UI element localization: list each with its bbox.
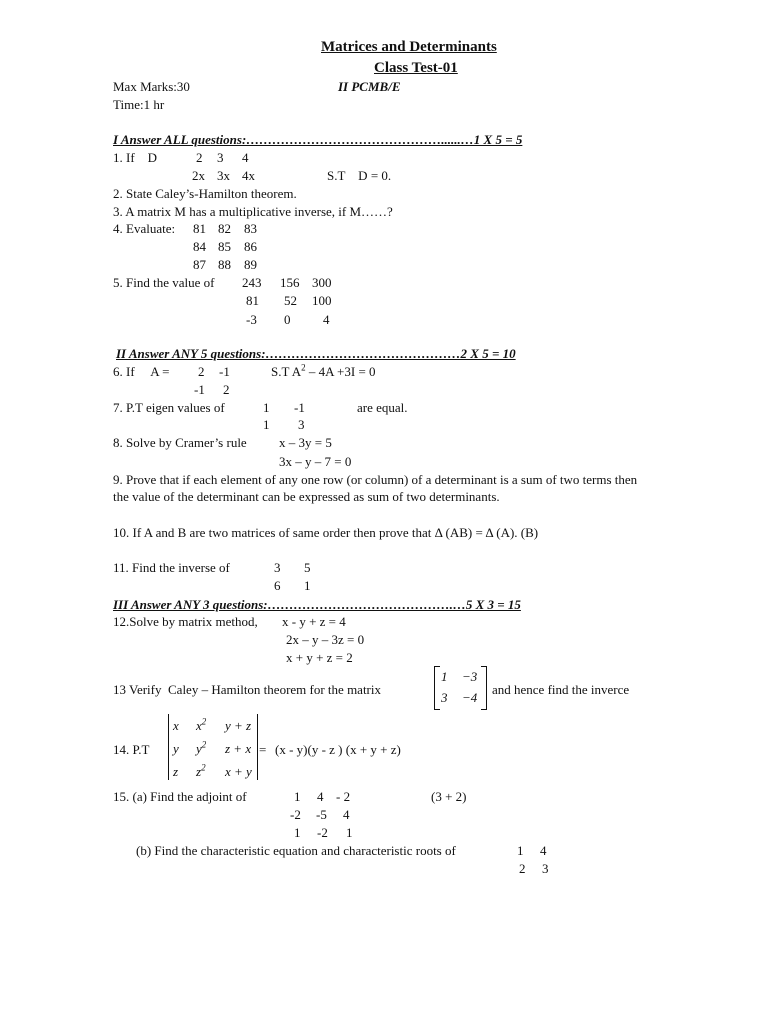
- q15-marks: (3 + 2): [431, 789, 467, 804]
- q4-cell: 87: [193, 257, 206, 272]
- q14-base: z: [196, 764, 202, 779]
- q3-text: 3. A matrix M has a multiplicative inverse, if M……?: [113, 204, 393, 219]
- q12-eq1: x - y + z = 4: [282, 614, 346, 629]
- q15a-cell: 1: [294, 825, 301, 840]
- q13-cell: 1: [441, 669, 448, 684]
- q4-prefix: 4. Evaluate:: [113, 221, 176, 236]
- class-code: II PCMB/E: [338, 79, 401, 94]
- q6-cell: 2: [198, 364, 205, 379]
- q15b-cell: 1: [517, 843, 524, 858]
- section-1-heading: I Answer ALL questions:………………………………………......…1 X 5 = 5: [113, 132, 523, 147]
- q4-cell: 88: [218, 257, 231, 272]
- q1-cell: 4x: [242, 168, 255, 183]
- q9-line2: the value of the determinant can be expressed as sum of two determinants.: [113, 489, 500, 504]
- q14-cell: [196, 741, 206, 757]
- q1-cell: 2x: [192, 168, 205, 183]
- q14-prefix: 14. P.T: [113, 742, 150, 757]
- q7-cell: -1: [294, 400, 305, 415]
- q13-cell: 3: [441, 690, 448, 705]
- q4-cell: 84: [193, 239, 206, 254]
- q7-suffix: are equal.: [357, 400, 408, 415]
- q2-text: 2. State Caley’s-Hamilton theorem.: [113, 186, 297, 201]
- q15a-cell: 4: [317, 789, 324, 804]
- q5-cell: 81: [246, 293, 259, 308]
- q8-eq2: 3x – y – 7 = 0: [279, 454, 352, 469]
- q11-prefix: 11. Find the inverse of: [113, 560, 230, 575]
- q7-prefix: 7. P.T eigen values of: [113, 400, 225, 415]
- q6-cell: -1: [219, 364, 230, 379]
- q14-rhs: (x - y)(y - z ) (x + y + z): [275, 742, 401, 757]
- q12-prefix: 12.Solve by matrix method,: [113, 614, 258, 629]
- q4-cell: 85: [218, 239, 231, 254]
- q11-cell: 6: [274, 578, 281, 593]
- q4-cell: 81: [193, 221, 206, 236]
- q15a-prefix: 15. (a) Find the adjoint of: [113, 789, 247, 804]
- q14-cell: [196, 718, 206, 734]
- q13-left-bracket: [434, 666, 440, 710]
- q15a-cell: -5: [316, 807, 327, 822]
- q15a-cell: - 2: [336, 789, 351, 804]
- q15a-cell: -2: [317, 825, 328, 840]
- q1-suffix: S.T D = 0.: [327, 168, 392, 183]
- q13-cell: −3: [462, 669, 478, 684]
- q5-cell: 52: [284, 293, 297, 308]
- q6-st: S.T A: [271, 364, 302, 379]
- max-marks: Max Marks:30: [113, 79, 190, 94]
- q1-prefix: 1. If D: [113, 150, 158, 165]
- q14-base: x: [196, 718, 202, 733]
- section-3-heading: III Answer ANY 3 questions:…………………………………….…5 X 3 = 15: [113, 597, 521, 612]
- section-2-heading: II Answer ANY 5 questions:………………………………………2 X 5 = 10: [116, 346, 516, 361]
- q4-cell: 83: [244, 221, 257, 236]
- q13-cell: −4: [462, 690, 478, 705]
- q13-right-bracket: [481, 666, 487, 710]
- q5-cell: 0: [284, 312, 291, 327]
- q14-cell: x: [173, 718, 179, 733]
- q14-exponent: 2: [201, 762, 206, 773]
- q11-cell: 1: [304, 578, 311, 593]
- q14-cell: x + y: [225, 764, 252, 779]
- q5-cell: 4: [323, 312, 330, 327]
- q1-cell: 4: [242, 150, 249, 165]
- q14-exponent: 2: [201, 716, 207, 727]
- q15b-cell: 4: [540, 843, 547, 858]
- q14-equals: =: [259, 742, 267, 757]
- q15b-cell: 3: [542, 861, 549, 876]
- page-title: Matrices and Determinants: [321, 39, 497, 55]
- q6-statement: [271, 364, 376, 380]
- q12-eq2: 2x – y – 3z = 0: [286, 632, 365, 647]
- q15b-cell: 2: [519, 861, 526, 876]
- q1-cell: 3x: [217, 168, 230, 183]
- q6-st-rest: – 4A +3I = 0: [305, 364, 376, 379]
- q4-cell: 89: [244, 257, 257, 272]
- q4-cell: 82: [218, 221, 231, 236]
- q15a-cell: 4: [343, 807, 350, 822]
- q9-line1: 9. Prove that if each element of any one row (or column) of a determinant is a sum of two terms then: [113, 472, 638, 487]
- q11-cell: 5: [304, 560, 311, 575]
- q14-cell: [196, 764, 206, 780]
- q5-prefix: 5. Find the value of: [113, 275, 215, 290]
- q14-cell: y: [173, 741, 179, 756]
- q13-prefix: 13 Verify Caley – Hamilton theorem for the matrix: [113, 682, 381, 697]
- time-allowed: Time:1 hr: [113, 97, 165, 112]
- q14-cell: y + z: [225, 718, 252, 733]
- q15a-cell: 1: [294, 789, 301, 804]
- q14-cell: z: [173, 764, 179, 779]
- q11-cell: 3: [274, 560, 281, 575]
- q5-cell: 100: [312, 293, 332, 308]
- q7-cell: 3: [298, 417, 305, 432]
- page-subtitle: Class Test-01: [374, 60, 458, 76]
- q15a-cell: -2: [290, 807, 301, 822]
- q5-cell: 156: [280, 275, 300, 290]
- q7-cell: 1: [263, 400, 270, 415]
- q6-prefix: 6. If A =: [113, 364, 170, 379]
- q10-text: 10. If A and B are two matrices of same order then prove that Δ (AB) = Δ (A). (B): [113, 525, 539, 540]
- q5-cell: 243: [242, 275, 262, 290]
- q6-st-exponent: 2: [301, 362, 306, 373]
- q15a-cell: 1: [346, 825, 353, 840]
- q6-cell: 2: [223, 382, 230, 397]
- q14-cell: z + x: [225, 741, 252, 756]
- q14-base: y: [196, 741, 202, 756]
- q14-right-bar: [257, 714, 258, 780]
- q15b-prefix: (b) Find the characteristic equation and characteristic roots of: [136, 843, 456, 858]
- q14-left-bar: [168, 714, 169, 780]
- q14-exponent: 2: [201, 739, 207, 750]
- q7-cell: 1: [263, 417, 270, 432]
- q12-eq3: x + y + z = 2: [286, 650, 353, 665]
- q5-cell: 300: [312, 275, 332, 290]
- q1-cell: 3: [217, 150, 224, 165]
- q6-cell: -1: [194, 382, 205, 397]
- q8-eq1: x – 3y = 5: [279, 435, 332, 450]
- q13-suffix: and hence find the inverce: [492, 682, 630, 697]
- q4-cell: 86: [244, 239, 257, 254]
- q1-cell: 2: [196, 150, 203, 165]
- q5-cell: -3: [246, 312, 257, 327]
- q8-prefix: 8. Solve by Cramer’s rule: [113, 435, 247, 450]
